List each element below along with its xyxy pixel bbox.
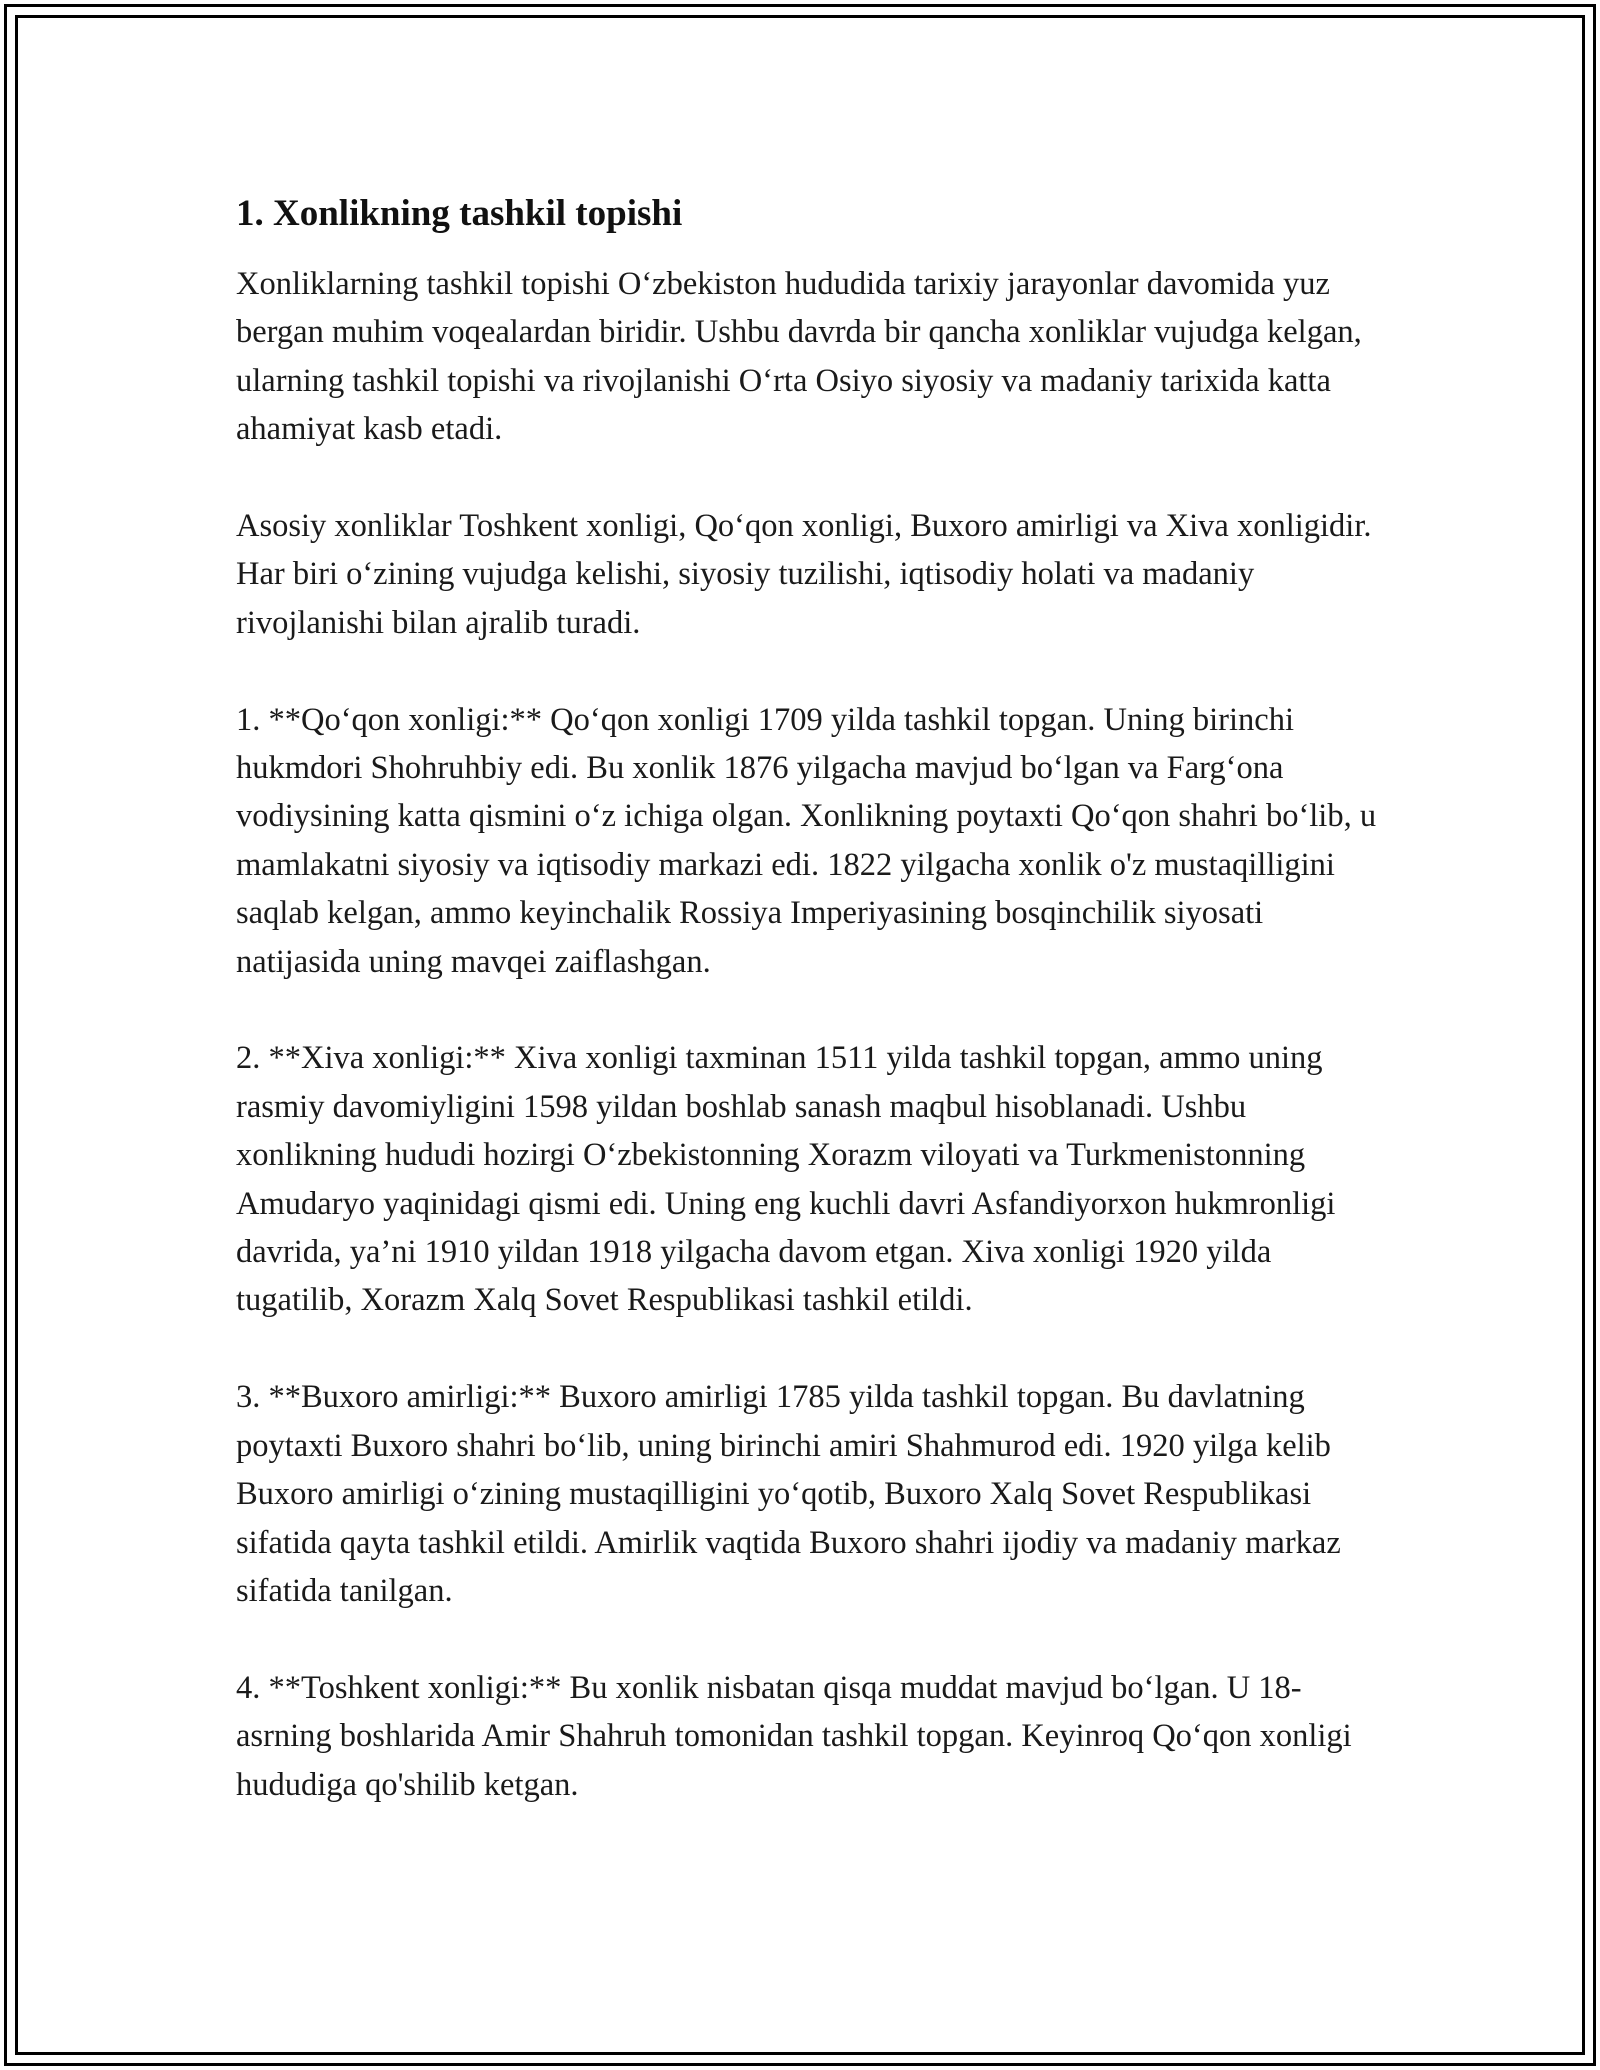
paragraph-kokand-khanate: 1. **Qo‘qon xonligi:** Qo‘qon xonligi 1709 yilda tashkil topgan. Uning birinchi hukmdori Shohruhbiy edi. Bu xonlik 1876 yilgacha mavjud bo‘lgan va Farg‘ona vodiysining katta qismini o‘z ichiga olgan. Xonlikning poytaxti Qo‘qon shahri bo‘lib, u mamlakatni siyosiy va iqtisodiy markazi edi. 1822 yilgacha xonlik o'z mustaqilligini saqlab kelgan, ammo keyinchalik Rossiya Imperiyasining bosqinchilik siyosati natijasida uning mavqei zaiflashgan. xyxy=(236,701,1377,980)
paragraph-bukhara-emirate: 3. **Buxoro amirligi:** Buxoro amirligi 1785 yilda tashkil topgan. Bu davlatning poytaxti Buxoro shahri bo‘lib, uning birinchi amiri Shahmurod edi. 1920 yilga kelib Buxoro amirligi o‘zining mustaqilligini yo‘qotib, Buxoro Xalq Sovet Respublikasi sifatida qayta tashkil etildi. Amirlik vaqtida Buxoro shahri ijodiy va madaniy markaz sifatida tanilgan. xyxy=(236,1379,1341,1609)
paragraph-main-khanates: Asosiy xonliklar Toshkent xonligi, Qo‘qon xonligi, Buxoro amirligi va Xiva xonligidir. Har biri o‘zining vujudga kelishi, siyosiy tuzilishi, iqtisodiy holati va madaniy rivojlanishi bilan ajralib turadi. xyxy=(236,508,1372,641)
section-heading: 1. Xonlikning tashkil topishi xyxy=(236,193,683,234)
document-body xyxy=(236,188,1386,1809)
paragraph-tashkent-khanate: 4. **Toshkent xonligi:** Bu xonlik nisbatan qisqa muddat mavjud bo‘lgan. U 18-asrning boshlarida Amir Shahruh tomonidan tashkil topgan. Keyinroq Qo‘qon xonligi hududiga qo'shilib ketgan. xyxy=(236,1669,1352,1803)
paragraph-khiva-khanate: 2. **Xiva xonligi:** Xiva xonligi taxminan 1511 yilda tashkil topgan, ammo uning rasmiy davomiyligini 1598 yildan boshlab sanash maqbul hisoblanadi. Ushbu xonlikning hududi hozirgi O‘zbekistonning Xorazm viloyati va Turkmenistonning Amudaryo yaqinidagi qismi edi. Uning eng kuchli davri Asfandiyorxon hukmronligi davrida, ya’ni 1910 yildan 1918 yilgacha davom etgan. Xiva xonligi 1920 yilda tugatilib, Xorazm Xalq Sovet Respublikasi tashkil etildi. xyxy=(236,1040,1336,1319)
paragraph-intro: Xonliklarning tashkil topishi O‘zbekiston hududida tarixiy jarayonlar davomida yuz bergan muhim voqealardan biridir. Ushbu davrda bir qancha xonliklar vujudga kelgan, ularning tashkil topishi va rivojlanishi O‘rta Osiyo siyosiy va madaniy tarixida katta ahamiyat kasb etadi. xyxy=(236,266,1362,448)
